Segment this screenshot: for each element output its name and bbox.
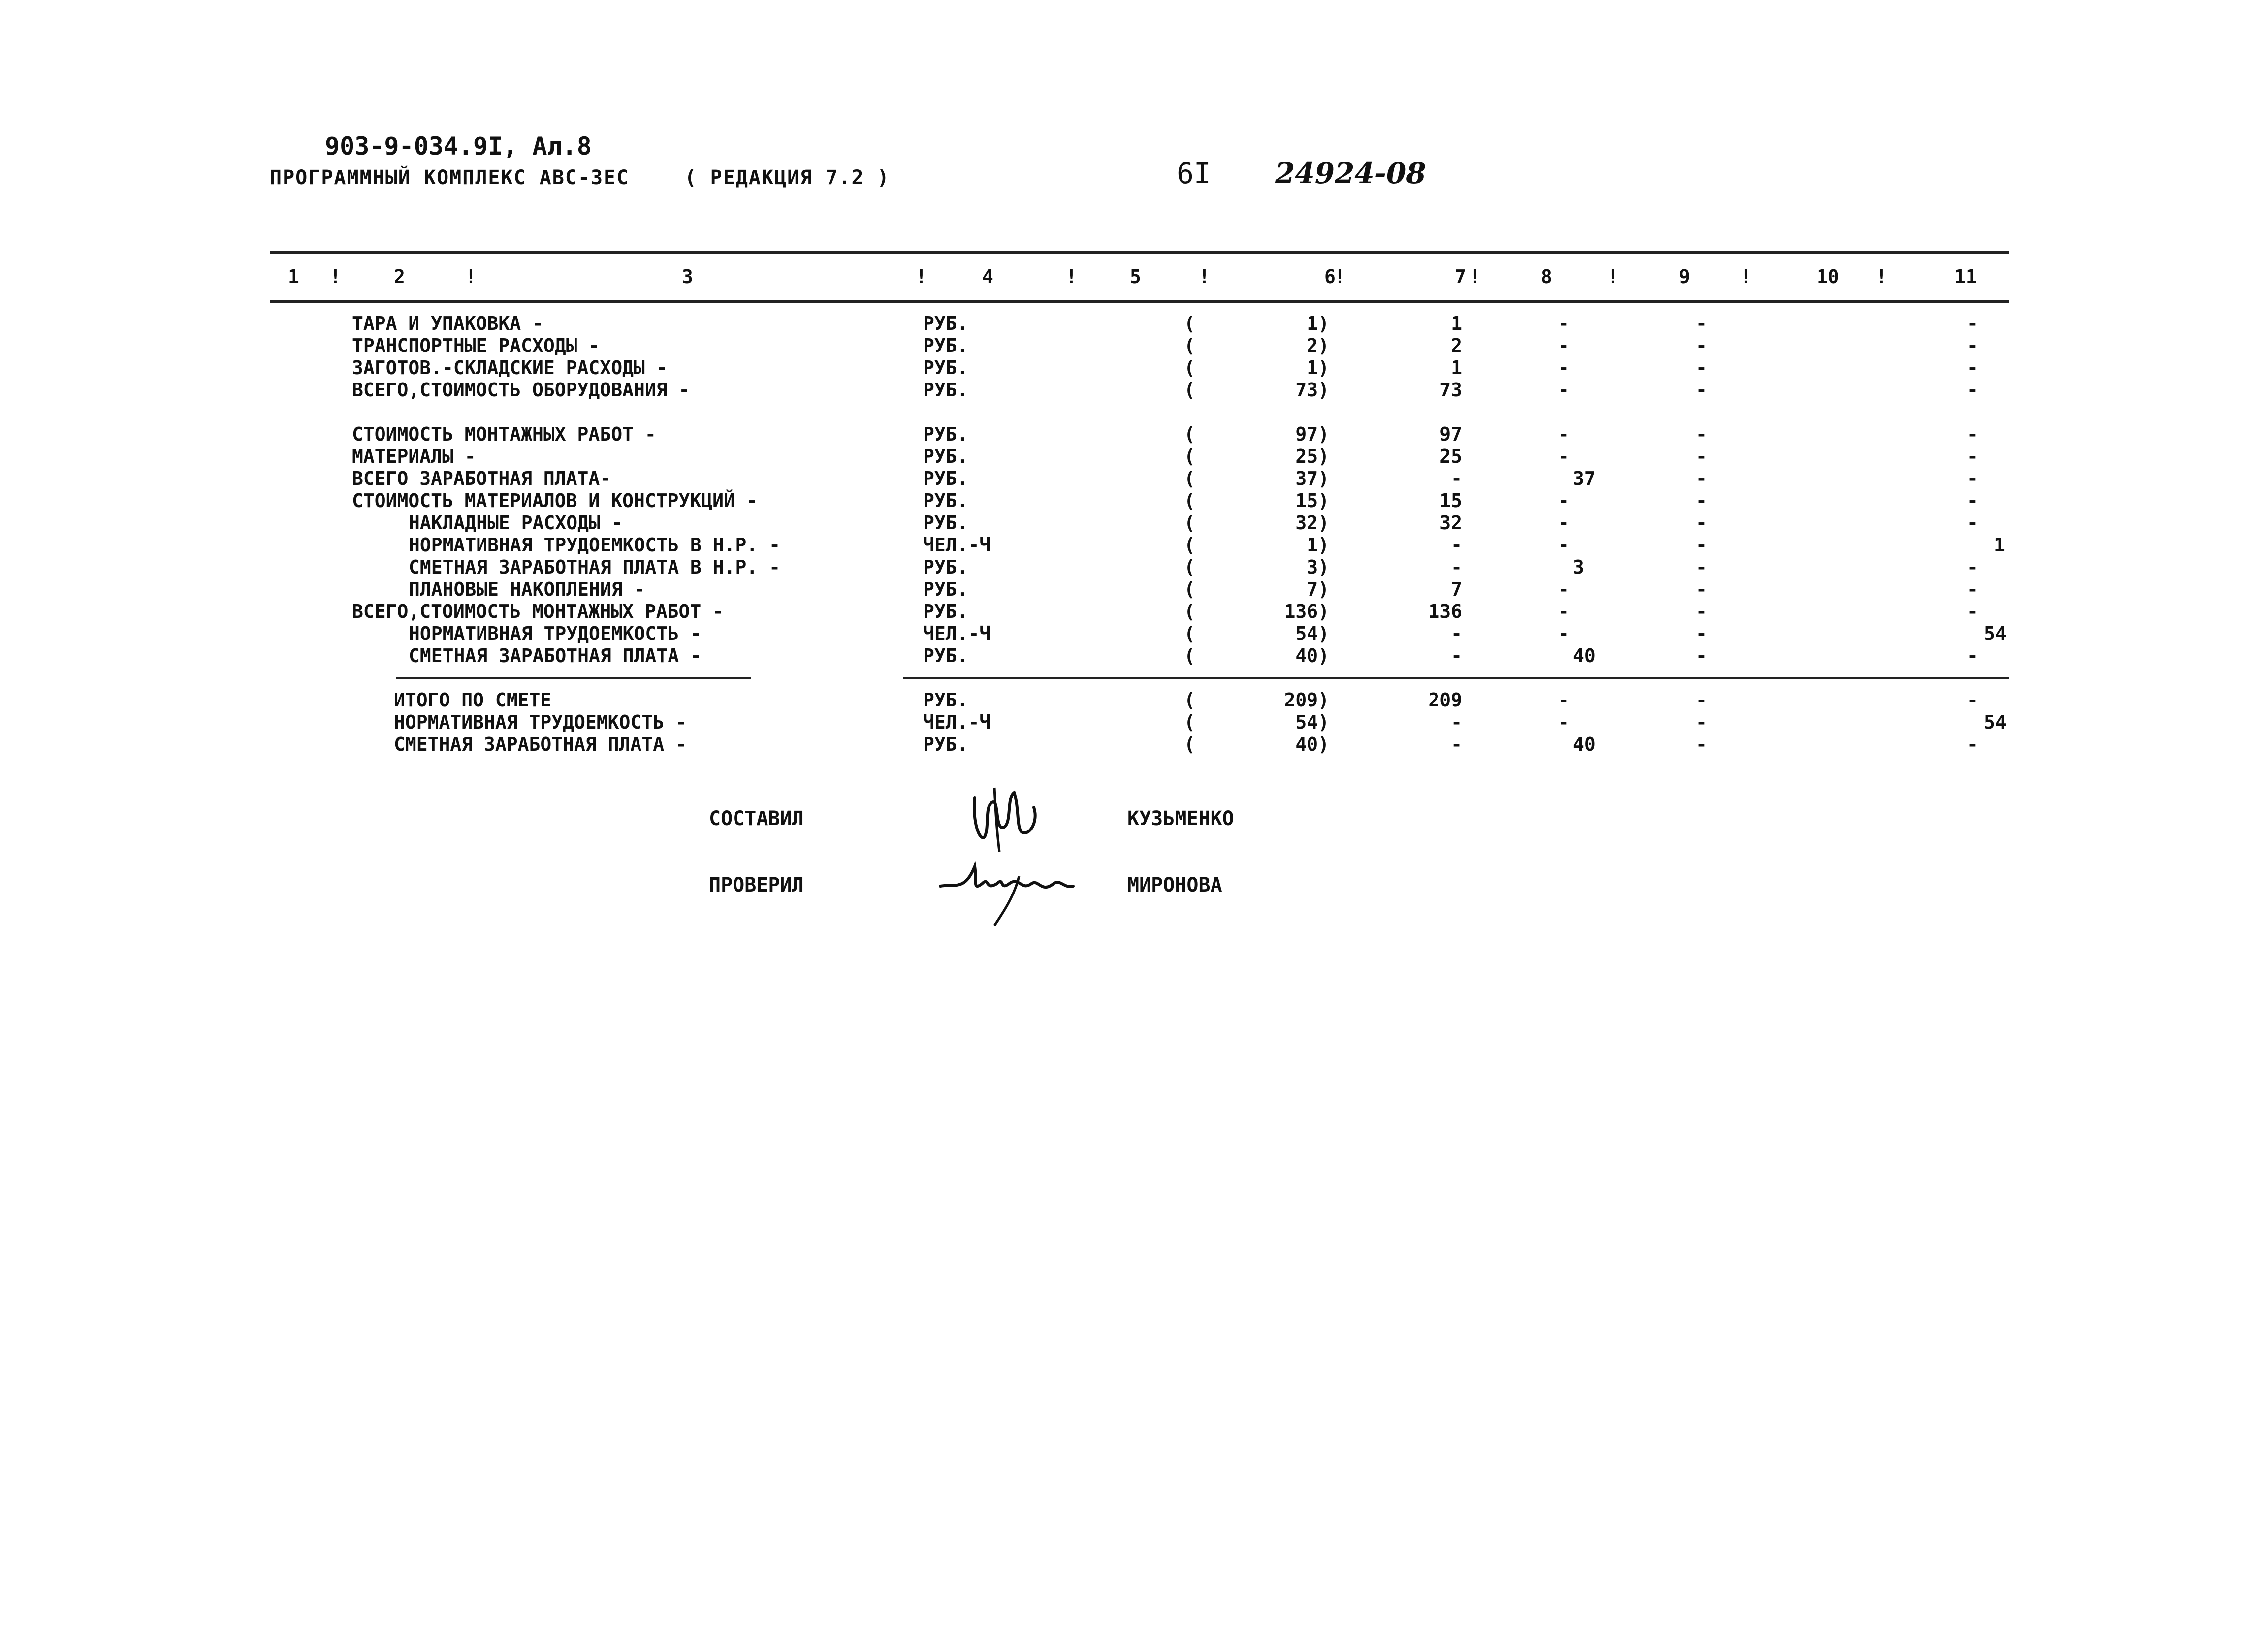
column-separator: ! xyxy=(1066,266,1077,287)
row-name: СТОИМОСТЬ МОНТАЖНЫХ РАБОТ - xyxy=(352,423,656,445)
row-paren: ( xyxy=(1184,490,1195,511)
row-col9: - xyxy=(1696,357,1707,379)
column-header-8: 8 xyxy=(1541,266,1552,287)
column-header-2: 2 xyxy=(394,266,405,287)
row-name: СТОИМОСТЬ МАТЕРИАЛОВ И КОНСТРУКЦИЙ - xyxy=(352,490,758,511)
row-unit: РУБ. xyxy=(923,446,968,467)
row-col7: 136 xyxy=(1428,601,1462,622)
row-col7: - xyxy=(1451,556,1462,578)
row-col6: 40) xyxy=(1295,734,1329,755)
row-paren: ( xyxy=(1184,534,1195,556)
row-unit: РУБ. xyxy=(923,689,968,711)
column-header-11: 11 xyxy=(1954,266,1977,287)
row-col7: 7 xyxy=(1451,578,1462,600)
column-separator: ! xyxy=(1199,266,1210,287)
row-col8: - xyxy=(1558,512,1569,534)
row-col8: - xyxy=(1558,379,1569,401)
row-name: СМЕТНАЯ ЗАРАБОТНАЯ ПЛАТА - xyxy=(394,734,687,755)
row-col7: 2 xyxy=(1451,335,1462,356)
table-top-rule xyxy=(270,251,2009,254)
row-paren: ( xyxy=(1184,578,1195,600)
row-col9: - xyxy=(1696,578,1707,600)
row-unit: ЧЕЛ.-Ч xyxy=(923,623,991,644)
row-col6: 3) xyxy=(1307,556,1329,578)
column-header-6: 6 xyxy=(1324,266,1336,287)
row-col6: 37) xyxy=(1295,468,1329,489)
row-col8: - xyxy=(1558,446,1569,467)
row-col11: - xyxy=(1967,556,1978,578)
row-col6: 136) xyxy=(1284,601,1329,622)
row-col9: - xyxy=(1696,734,1707,755)
composed-by-label: СОСТАВИЛ xyxy=(709,807,804,830)
row-col9: - xyxy=(1696,601,1707,622)
row-unit: РУБ. xyxy=(923,490,968,511)
row-col8: - xyxy=(1558,689,1569,711)
row-col7: 25 xyxy=(1439,446,1462,467)
row-col7: - xyxy=(1451,534,1462,556)
row-col8: - xyxy=(1558,534,1569,556)
row-col7: - xyxy=(1451,623,1462,644)
row-col6: 15) xyxy=(1295,490,1329,511)
row-col9: - xyxy=(1696,423,1707,445)
row-paren: ( xyxy=(1184,711,1195,733)
row-unit: РУБ. xyxy=(923,601,968,622)
row-unit: РУБ. xyxy=(923,335,968,356)
row-col11: 54 xyxy=(1984,623,2007,644)
row-col7: 97 xyxy=(1439,423,1462,445)
signature-composer xyxy=(965,778,1044,857)
edition-label: ( РЕДАКЦИЯ 7.2 ) xyxy=(684,166,890,189)
row-col7: 1 xyxy=(1451,357,1462,379)
row-col8: - xyxy=(1558,313,1569,334)
column-header-7: 7 xyxy=(1455,266,1466,287)
row-col8: 40 xyxy=(1573,734,1596,755)
row-paren: ( xyxy=(1184,446,1195,467)
row-paren: ( xyxy=(1184,357,1195,379)
row-col9: - xyxy=(1696,490,1707,511)
row-col11: - xyxy=(1967,645,1978,667)
row-paren: ( xyxy=(1184,512,1195,534)
row-paren: ( xyxy=(1184,645,1195,667)
row-col6: 1) xyxy=(1307,357,1329,379)
row-paren: ( xyxy=(1184,423,1195,445)
checked-by-label: ПРОВЕРИЛ xyxy=(709,874,804,896)
row-col11: - xyxy=(1967,490,1978,511)
page-number: 6I xyxy=(1177,157,1211,190)
column-header-9: 9 xyxy=(1679,266,1690,287)
row-unit: РУБ. xyxy=(923,645,968,667)
row-col11: - xyxy=(1967,689,1978,711)
row-unit: РУБ. xyxy=(923,468,968,489)
row-col11: - xyxy=(1967,578,1978,600)
row-col6: 1) xyxy=(1307,534,1329,556)
row-paren: ( xyxy=(1184,689,1195,711)
row-paren: ( xyxy=(1184,556,1195,578)
row-col8: 37 xyxy=(1573,468,1596,489)
row-col9: - xyxy=(1696,556,1707,578)
column-separator: ! xyxy=(465,266,477,287)
row-col7: - xyxy=(1451,468,1462,489)
row-name: ТАРА И УПАКОВКА - xyxy=(352,313,543,334)
row-unit: РУБ. xyxy=(923,734,968,755)
row-col9: - xyxy=(1696,335,1707,356)
row-name: НОРМАТИВНАЯ ТРУДОЕМКОСТЬ - xyxy=(394,711,687,733)
row-paren: ( xyxy=(1184,468,1195,489)
row-col9: - xyxy=(1696,468,1707,489)
row-col6: 32) xyxy=(1295,512,1329,534)
row-col9: - xyxy=(1696,689,1707,711)
row-col9: - xyxy=(1696,379,1707,401)
row-unit: РУБ. xyxy=(923,578,968,600)
row-name: НОРМАТИВНАЯ ТРУДОЕМКОСТЬ - xyxy=(409,623,702,644)
row-col7: - xyxy=(1451,645,1462,667)
row-col7: - xyxy=(1451,711,1462,733)
row-unit: РУБ. xyxy=(923,379,968,401)
row-name: НОРМАТИВНАЯ ТРУДОЕМКОСТЬ В Н.Р. - xyxy=(409,534,780,556)
row-col8: - xyxy=(1558,423,1569,445)
row-col6: 54) xyxy=(1295,711,1329,733)
handwritten-code: 24924-08 xyxy=(1275,157,1426,190)
row-unit: РУБ. xyxy=(923,423,968,445)
row-unit: РУБ. xyxy=(923,556,968,578)
column-header-1: 1 xyxy=(288,266,299,287)
row-col8: - xyxy=(1558,578,1569,600)
row-col9: - xyxy=(1696,446,1707,467)
row-paren: ( xyxy=(1184,313,1195,334)
row-name: НАКЛАДНЫЕ РАСХОДЫ - xyxy=(409,512,623,534)
row-name: ВСЕГО ЗАРАБОТНАЯ ПЛАТА- xyxy=(352,468,611,489)
row-paren: ( xyxy=(1184,335,1195,356)
row-col11: - xyxy=(1967,601,1978,622)
row-col11: - xyxy=(1967,335,1978,356)
totals-divider-left xyxy=(396,677,751,679)
column-separator: ! xyxy=(330,266,341,287)
column-separator: ! xyxy=(1876,266,1887,287)
row-col8: - xyxy=(1558,490,1569,511)
row-col11: - xyxy=(1967,379,1978,401)
row-name: ЗАГОТОВ.-СКЛАДСКИЕ РАСХОДЫ - xyxy=(352,357,668,379)
row-col7: 209 xyxy=(1428,689,1462,711)
column-separator: ! xyxy=(1740,266,1752,287)
row-col9: - xyxy=(1696,534,1707,556)
row-col11: 1 xyxy=(1994,534,2005,556)
row-name: ИТОГО ПО СМЕТЕ xyxy=(394,689,552,711)
row-col9: - xyxy=(1696,711,1707,733)
row-col7: 32 xyxy=(1439,512,1462,534)
row-col6: 1) xyxy=(1307,313,1329,334)
column-separator: ! xyxy=(1334,266,1345,287)
row-col6: 40) xyxy=(1295,645,1329,667)
row-col11: - xyxy=(1967,313,1978,334)
row-paren: ( xyxy=(1184,734,1195,755)
row-name: ПЛАНОВЫЕ НАКОПЛЕНИЯ - xyxy=(409,578,645,600)
row-paren: ( xyxy=(1184,379,1195,401)
row-col11: - xyxy=(1967,423,1978,445)
row-col9: - xyxy=(1696,623,1707,644)
row-name: СМЕТНАЯ ЗАРАБОТНАЯ ПЛАТА В Н.Р. - xyxy=(409,556,780,578)
signature-checker xyxy=(935,857,1093,930)
column-header-3: 3 xyxy=(682,266,693,287)
totals-divider-right xyxy=(903,677,2009,679)
program-title xyxy=(270,166,890,189)
row-unit: ЧЕЛ.-Ч xyxy=(923,711,991,733)
row-col8: - xyxy=(1558,601,1569,622)
row-col9: - xyxy=(1696,313,1707,334)
column-separator: ! xyxy=(916,266,927,287)
row-col11: - xyxy=(1967,734,1978,755)
row-paren: ( xyxy=(1184,601,1195,622)
row-col6: 2) xyxy=(1307,335,1329,356)
row-unit: РУБ. xyxy=(923,357,968,379)
row-col7: - xyxy=(1451,734,1462,755)
row-name: ТРАНСПОРТНЫЕ РАСХОДЫ - xyxy=(352,335,600,356)
row-col8: 40 xyxy=(1573,645,1596,667)
program-name: ПРОГРАММНЫЙ КОМПЛЕКС АВС-ЗЕС xyxy=(270,166,630,189)
column-header-5: 5 xyxy=(1130,266,1141,287)
row-unit: ЧЕЛ.-Ч xyxy=(923,534,991,556)
row-col8: 3 xyxy=(1573,556,1584,578)
row-col6: 73) xyxy=(1295,379,1329,401)
row-col11: 54 xyxy=(1984,711,2007,733)
row-col6: 97) xyxy=(1295,423,1329,445)
row-unit: РУБ. xyxy=(923,512,968,534)
row-col9: - xyxy=(1696,645,1707,667)
table-header-rule xyxy=(270,300,2009,303)
column-separator: ! xyxy=(1469,266,1481,287)
column-separator: ! xyxy=(1607,266,1619,287)
row-col8: - xyxy=(1558,357,1569,379)
row-col11: - xyxy=(1967,446,1978,467)
row-col7: 73 xyxy=(1439,379,1462,401)
row-col9: - xyxy=(1696,512,1707,534)
row-col7: 1 xyxy=(1451,313,1462,334)
checker-name: МИРОНОВА xyxy=(1127,874,1222,896)
row-name: СМЕТНАЯ ЗАРАБОТНАЯ ПЛАТА - xyxy=(409,645,702,667)
row-col7: 15 xyxy=(1439,490,1462,511)
row-col6: 25) xyxy=(1295,446,1329,467)
composer-name: КУЗЬМЕНКО xyxy=(1127,807,1234,830)
row-paren: ( xyxy=(1184,623,1195,644)
column-header-10: 10 xyxy=(1817,266,1839,287)
row-col11: - xyxy=(1967,357,1978,379)
row-col8: - xyxy=(1558,335,1569,356)
row-col11: - xyxy=(1967,468,1978,489)
row-name: МАТЕРИАЛЫ - xyxy=(352,446,476,467)
document-id: 903-9-034.9I, Ал.8 xyxy=(325,132,592,160)
row-col8: - xyxy=(1558,623,1569,644)
row-col8: - xyxy=(1558,711,1569,733)
row-col6: 209) xyxy=(1284,689,1329,711)
column-header-4: 4 xyxy=(982,266,993,287)
row-col11: - xyxy=(1967,512,1978,534)
row-name: ВСЕГО,СТОИМОСТЬ ОБОРУДОВАНИЯ - xyxy=(352,379,690,401)
row-name: ВСЕГО,СТОИМОСТЬ МОНТАЖНЫХ РАБОТ - xyxy=(352,601,724,622)
row-col6: 54) xyxy=(1295,623,1329,644)
row-col6: 7) xyxy=(1307,578,1329,600)
row-unit: РУБ. xyxy=(923,313,968,334)
